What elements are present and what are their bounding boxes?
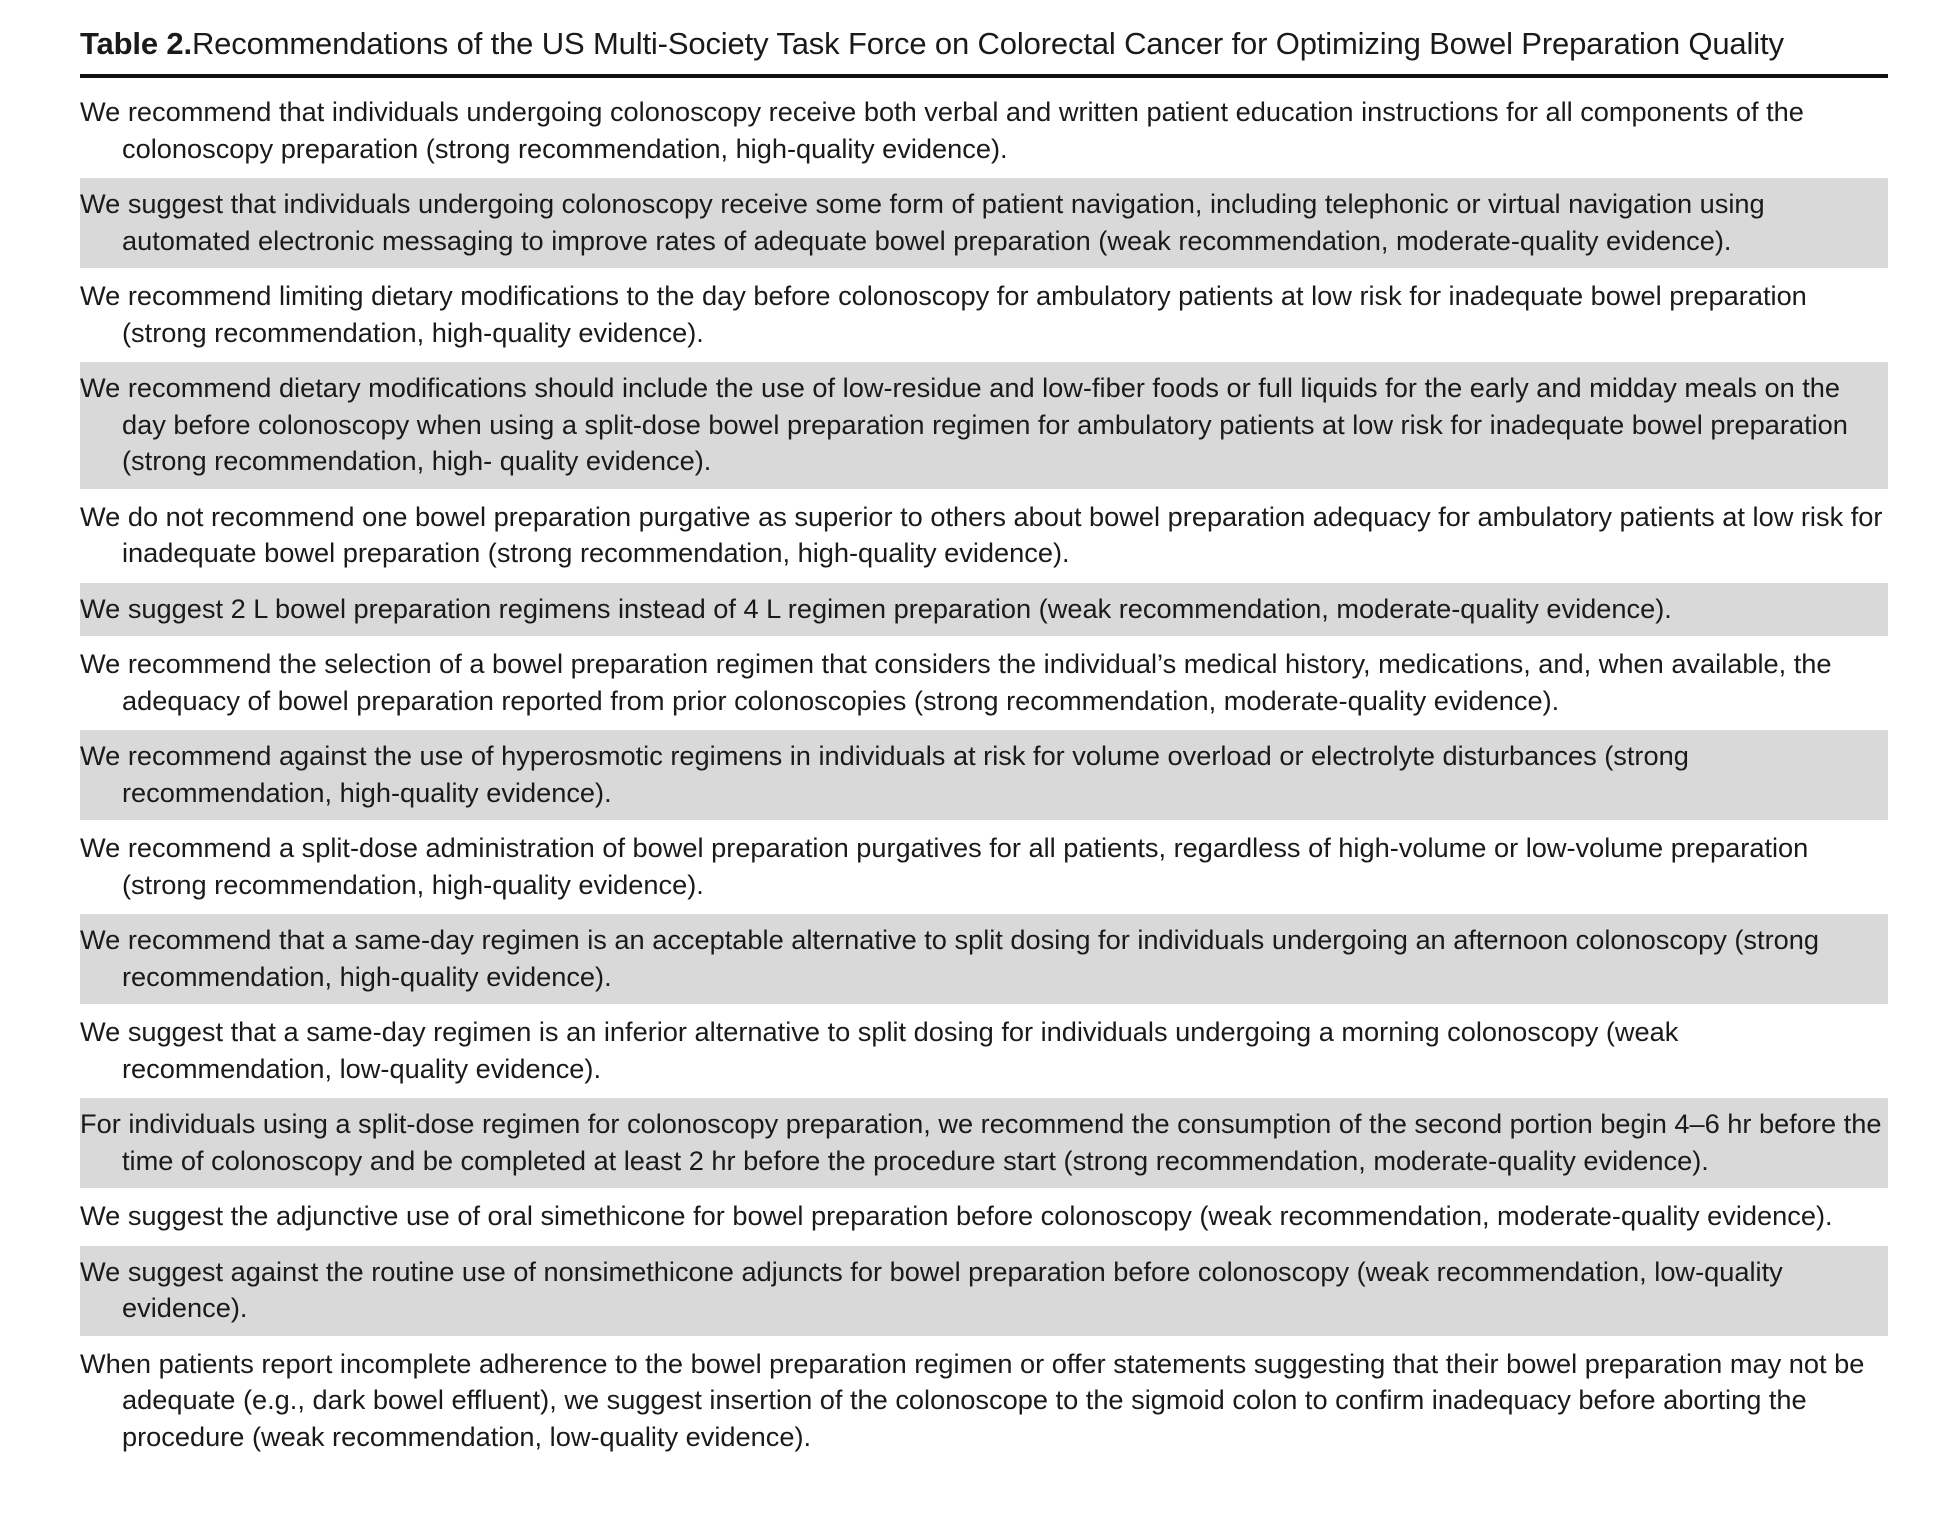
- table-body: [80, 86, 1888, 1464]
- table-row: We suggest that a same-day regimen is an inferior alternative to split dosing for individuals undergoing a morning colonoscopy (weak recommendation, low-quality evidence).: [80, 1016, 1679, 1084]
- table-row: We recommend that a same-day regimen is an acceptable alternative to split dosing for individuals undergoing an afternoon colonoscopy (strong recommendation, high-quality evidence).: [80, 914, 1888, 1004]
- table-label: Table 2.: [80, 26, 192, 61]
- table-row: When patients report incomplete adherence to the bowel preparation regimen or offer statements suggesting that their bowel preparation may not be adequate (e.g., dark bowel effluent), we suggest insertion of the colonoscope to the sigmoid colon to confirm inadequacy before aborting the procedure (weak recommendation, low-quality evidence).: [80, 1347, 1865, 1452]
- table-row: We recommend limiting dietary modifications to the day before colonoscopy for ambulatory patients at low risk for inadequate bowel preparation (strong recommendation, high-quality evidence).: [80, 280, 1807, 348]
- table-title: Recommendations of the US Multi-Society Task Force on Colorectal Cancer for Optimizing Bowel Preparation Quality: [191, 26, 1784, 61]
- table-row: We recommend a split-dose administration of bowel preparation purgatives for all patients, regardless of high-volume or low-volume preparation (strong recommendation, high-quality evidence).: [80, 832, 1809, 900]
- table-row: We recommend against the use of hyperosmotic regimens in individuals at risk for volume overload or electrolyte disturbances (strong recommendation, high-quality evidence).: [80, 730, 1888, 820]
- table-row: We recommend that individuals undergoing colonoscopy receive both verbal and written patient education instructions for all components of the colonoscopy preparation (strong recommendation, high-quality evidence).: [80, 96, 1804, 164]
- table-row: We do not recommend one bowel preparation purgative as superior to others about bowel preparation adequacy for ambulatory patients at low risk for inadequate bowel preparation (strong recommendation, high-quality evidence).: [80, 500, 1883, 568]
- table-row: We recommend the selection of a bowel preparation regimen that considers the individual’s medical history, medications, and, when available, the adequacy of bowel preparation reported from prior colonoscopies (strong recommendation, moderate-quality evidence).: [80, 648, 1832, 716]
- table-row: We suggest the adjunctive use of oral simethicone for bowel preparation before colonoscopy (weak recommendation, moderate-quality evidence).: [80, 1200, 1833, 1231]
- table-row: For individuals using a split-dose regimen for colonoscopy preparation, we recommend the consumption of the second portion begin 4–6 hr before the time of colonoscopy and be completed at least 2 hr before the procedure start (strong recommendation, moderate-quality evidence).: [80, 1098, 1888, 1188]
- table-caption: [80, 22, 1888, 78]
- table-row: We recommend dietary modifications should include the use of low-residue and low-fiber foods or full liquids for the early and midday meals on the day before colonoscopy when using a split-dose bowel preparation regimen for ambulatory patients at low risk for inadequate bowel preparation (strong recommendation, high- quality evidence).: [80, 362, 1888, 489]
- recommendations-table: [80, 22, 1888, 1466]
- table-row: We suggest 2 L bowel preparation regimens instead of 4 L regimen preparation (weak recommendation, moderate-quality evidence).: [80, 583, 1888, 637]
- table-row: We suggest that individuals undergoing colonoscopy receive some form of patient navigation, including telephonic or virtual navigation using automated electronic messaging to improve rates of adequate bowel preparation (weak recommendation, moderate-quality evidence).: [80, 178, 1888, 268]
- table-row: We suggest against the routine use of nonsimethicone adjuncts for bowel preparation before colonoscopy (weak recommendation, low-quality evidence).: [80, 1246, 1888, 1336]
